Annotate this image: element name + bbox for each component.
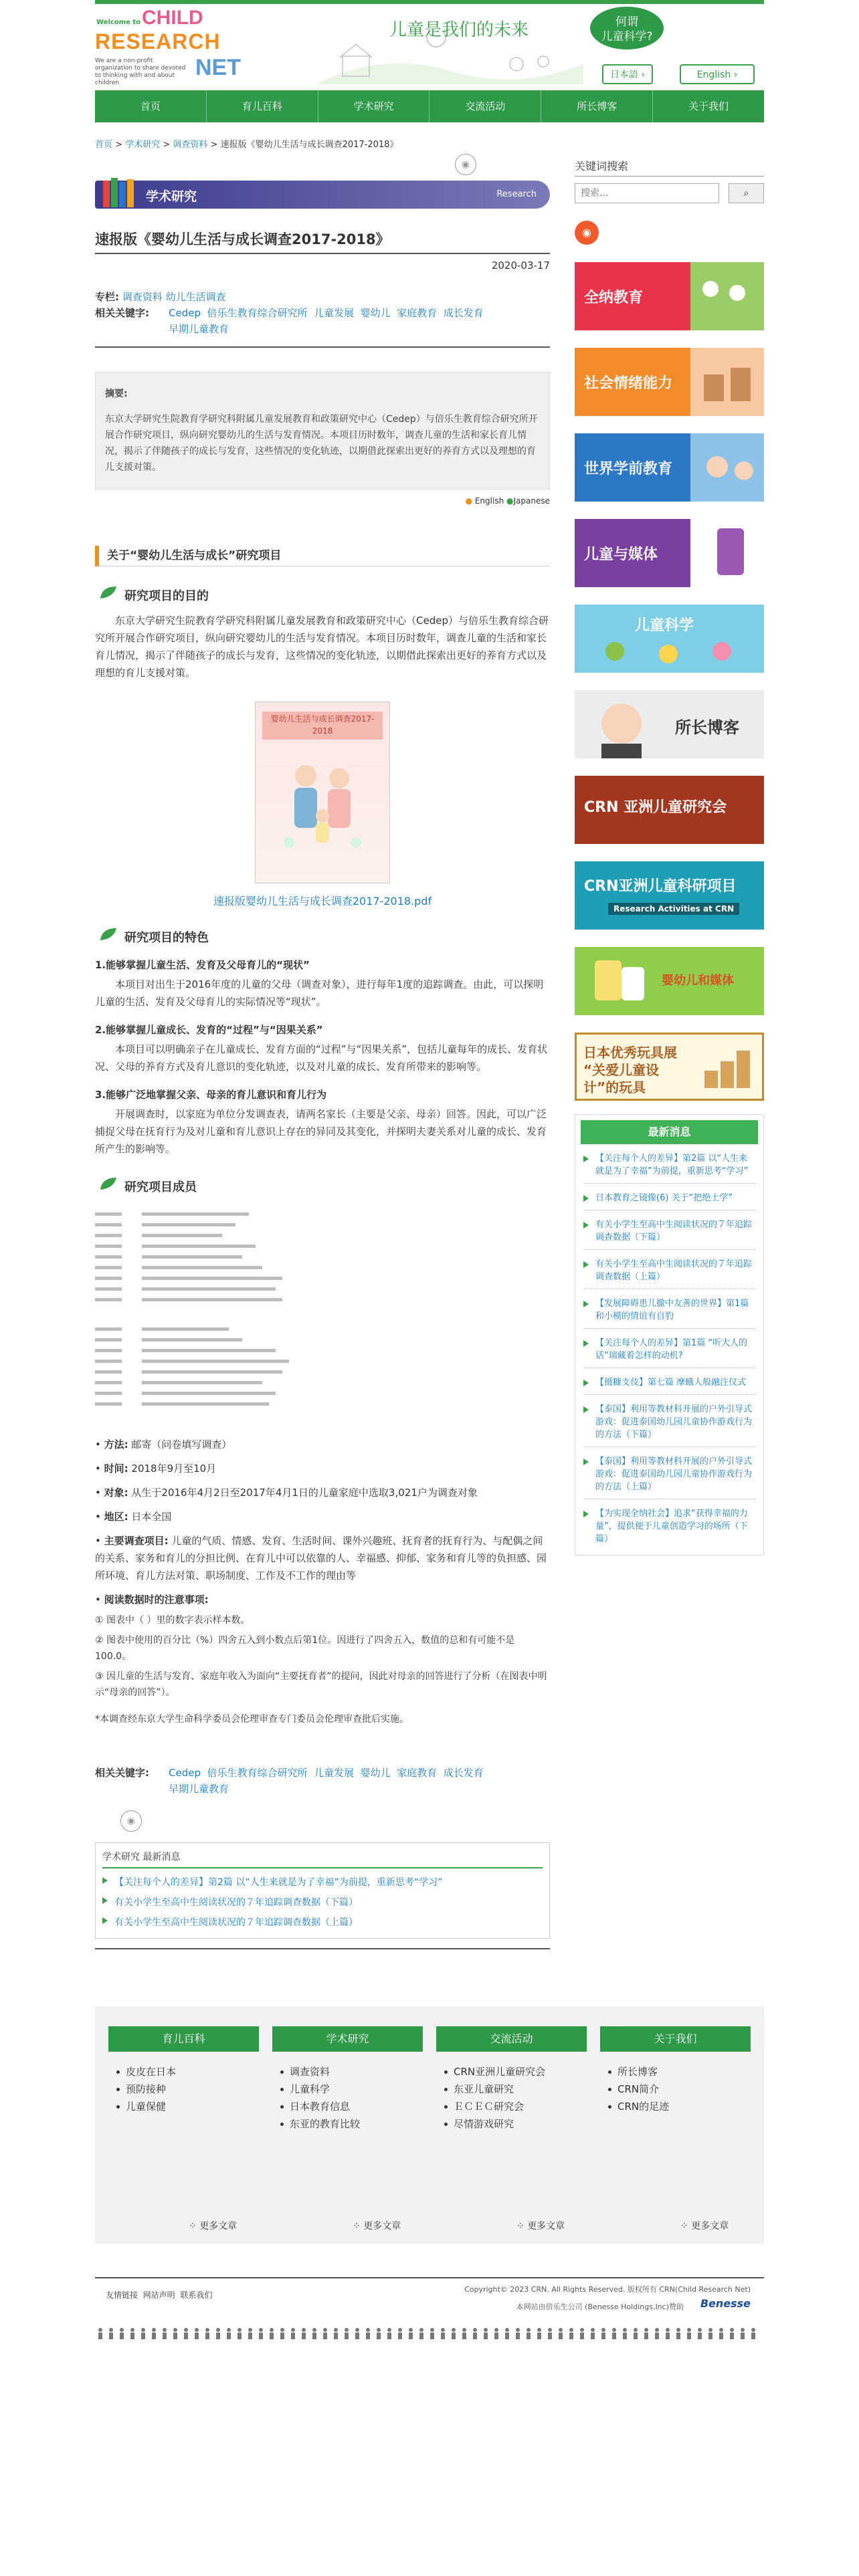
more-articles-text: 更多文章 bbox=[199, 2221, 237, 2232]
bubble-line2: 儿童科学? bbox=[601, 30, 653, 43]
more-articles-text: 更多文章 bbox=[527, 2221, 565, 2232]
weibo-icon[interactable]: ◉ bbox=[575, 221, 599, 245]
article-meta bbox=[95, 289, 550, 337]
target-label: 对象: bbox=[104, 1487, 128, 1499]
nav-about[interactable]: 关于我们 bbox=[688, 100, 729, 112]
english-label: English bbox=[696, 70, 731, 80]
keyword-link[interactable]: 婴幼儿 bbox=[360, 307, 391, 319]
footer-link-text: 儿童科学 bbox=[290, 2083, 330, 2095]
leaf-icon bbox=[99, 585, 118, 600]
site-footer bbox=[95, 2277, 764, 2332]
nav-research[interactable]: 学术研究 bbox=[318, 90, 430, 122]
report-cover-image[interactable] bbox=[255, 702, 390, 883]
banner-label: 儿童科学 bbox=[635, 617, 694, 634]
news-item-text: 【泰国】利用等教材科开展的户外引导式游戏：促进泰国幼儿园儿童协作游戏行为的方法（上篇） bbox=[595, 1457, 753, 1492]
footer-link-text: 儿童保健 bbox=[126, 2101, 167, 2113]
purpose-heading bbox=[95, 586, 550, 604]
column-label: 专栏: bbox=[95, 291, 119, 303]
japanese-site-button[interactable] bbox=[602, 64, 653, 84]
triangle-icon bbox=[583, 1459, 589, 1465]
sidebar bbox=[575, 154, 764, 1555]
footer-link[interactable] bbox=[600, 2065, 751, 2078]
site-statement[interactable]: 网站声明 bbox=[142, 2290, 175, 2300]
banner-child-science[interactable] bbox=[575, 605, 764, 673]
news-item[interactable] bbox=[575, 1297, 763, 1323]
weibo-share-icon[interactable]: ◉ bbox=[455, 154, 476, 175]
banner-infant-media[interactable] bbox=[575, 947, 764, 1015]
banner-sel[interactable] bbox=[575, 348, 764, 416]
banner-media[interactable] bbox=[575, 519, 764, 587]
bottom-keywords bbox=[95, 1765, 550, 1797]
members-heading bbox=[95, 1178, 550, 1195]
area-row: • 地区: 日本全国 bbox=[95, 1511, 172, 1523]
toy-blocks-illustration bbox=[698, 1044, 758, 1091]
more-articles-link[interactable]: ⁘ 更多文章 bbox=[516, 2221, 565, 2232]
method-value: 邮寄（问卷填写调查） bbox=[131, 1438, 232, 1451]
feature-3-text: 开展调查时，以家庭为单位分发调查表，请两名家长（主要是父亲、母亲）回答。因此，可以广泛捕捉父母在抚育行为及对儿童和育儿意识上存在的异同及其变化，并探明夫妻关系对儿童的成长、发育所产生的影响等。 bbox=[95, 1108, 547, 1155]
footer-link[interactable] bbox=[108, 2082, 259, 2096]
page bbox=[95, 0, 764, 2311]
nav-blog[interactable]: 所长博客 bbox=[541, 90, 653, 122]
banner-toy-exhibition[interactable] bbox=[575, 1033, 764, 1101]
time-value: 2018年9月至10月 bbox=[131, 1463, 217, 1475]
triangle-icon bbox=[583, 1380, 589, 1386]
topics-value: 儿童的气质、情感、发育、生活时间、课外兴趣班、抚育者的抚育行为、与配偶之间的关系、家务和育儿的分担比例、在育儿中可以依靠的人、幸福感、抑郁、家务和育儿等的负担感、园所环境、育儿方法对策、职场制度、工作及不工作的理由等 bbox=[95, 1535, 547, 1582]
keyword-link[interactable]: 早期儿童教育 bbox=[169, 1783, 229, 1795]
research-latest-item-text: 有关小学生至高中生阅读状况的７年追踪调查数据（下篇） bbox=[114, 1897, 358, 1908]
banner-label: CRN 亚洲儿童研究会 bbox=[584, 799, 727, 816]
banner-photo bbox=[690, 519, 764, 587]
news-item-text: 【发展障碍患儿撤中友善的世界】第1篇 和小模的情谊有自豹 bbox=[595, 1299, 749, 1321]
area-label: 地区: bbox=[104, 1511, 128, 1523]
share-row bbox=[95, 154, 550, 174]
banner-label: CRN亚洲儿童科研项目 bbox=[584, 878, 737, 895]
news-item-text: 有关小学生至高中生阅读状况的７年追踪调查数据（上篇） bbox=[595, 1259, 753, 1282]
footer-col-about bbox=[600, 2026, 751, 2113]
breadcrumb: 首页 > 学术研究 > 调查资料 > 速报版《婴幼儿生活与成长调查2017-2018》 bbox=[95, 140, 399, 150]
more-articles-text: 更多文章 bbox=[691, 2221, 729, 2232]
research-latest-item[interactable] bbox=[102, 1895, 543, 1909]
banner-inclusive[interactable] bbox=[575, 262, 764, 330]
banner-sublabel: Research Activities at CRN bbox=[608, 903, 739, 915]
note-3: ③ 因儿童的生活与发育、家庭年收入为面向“主要抚育者”的提问，因此对母亲的回答进行了分析（在图表中明示“母亲的回答”）。 bbox=[95, 1671, 547, 1698]
features-heading-text: 研究项目的特色 bbox=[124, 931, 209, 945]
footer-link-text: 所长博客 bbox=[617, 2066, 658, 2078]
banner-label: 全纳教育 bbox=[584, 290, 644, 306]
feature-2-text: 本项目可以明确亲子在儿童成长、发育方面的“过程”与“因果关系”，包括儿童每年的成长、发育状况、父母的养育方式及育儿意识的变化轨迹，以及对儿童的成长、发育所带来的影响等。 bbox=[95, 1043, 548, 1073]
footer-link[interactable] bbox=[436, 2082, 587, 2096]
more-articles-text: 更多文章 bbox=[363, 2221, 401, 2232]
footer-link[interactable] bbox=[436, 2100, 587, 2113]
target-value: 从生于2016年4月2日至2017年4月1日的儿童家庭中选取3,021户为调查对象 bbox=[131, 1487, 478, 1499]
logo-child: CHILD bbox=[142, 7, 203, 29]
footer-link-text: 皮皮在日本 bbox=[126, 2066, 177, 2078]
bottom-share-row bbox=[95, 1810, 550, 1832]
keyword-link[interactable]: 婴幼儿 bbox=[360, 1767, 391, 1779]
what-is-child-science-bubble[interactable] bbox=[590, 7, 664, 49]
nav-parenting[interactable]: 育儿百科 bbox=[207, 90, 318, 122]
leaf-icon bbox=[99, 1176, 118, 1191]
footer-link-text: 日本教育信息 bbox=[290, 2101, 351, 2113]
news-item-text: 有关小学生至高中生阅读状况的７年追踪调查数据（下篇） bbox=[595, 1220, 753, 1243]
language-links bbox=[95, 496, 550, 506]
slogan: 儿童是我们的未来 bbox=[389, 20, 529, 40]
footer-people-border bbox=[95, 2327, 764, 2341]
crumb-current: 速报版《婴幼儿生活与成长调查2017-2018》 bbox=[220, 140, 399, 150]
news-item[interactable] bbox=[575, 1455, 763, 1493]
family-illustration bbox=[276, 756, 369, 856]
banner-crn-asia-project[interactable] bbox=[575, 861, 764, 930]
banner-label: 儿童与媒体 bbox=[584, 546, 658, 563]
news-item-text: 【为实现全纳社会】追求“获得幸福的力量”，提供便于儿童创造学习的场所（下篇） bbox=[595, 1509, 748, 1544]
copyright: Copyright© 2023 CRN. All Rights Reserved. 版权所有 CRN(Child Research Net) bbox=[464, 2285, 751, 2294]
footer-link-text: 预防接种 bbox=[126, 2083, 167, 2095]
feature-3-title: 3.能够广泛地掌握父亲、母亲的育儿意识和育儿行为 bbox=[95, 1089, 327, 1101]
crumb-research[interactable]: 学术研究 bbox=[125, 140, 161, 150]
triangle-icon bbox=[583, 1406, 589, 1413]
news-item[interactable] bbox=[575, 1337, 763, 1362]
purpose-heading-text: 研究项目的目的 bbox=[124, 589, 209, 603]
research-latest-item-text: 有关小学生至高中生阅读状况的７年追踪调查数据（上篇） bbox=[114, 1917, 358, 1928]
members-list-image bbox=[95, 1206, 296, 1426]
footer-links bbox=[95, 2006, 764, 2244]
logo-net: NET bbox=[195, 55, 241, 80]
cover-title: 婴幼儿生活与成长调查2017-2018 bbox=[262, 712, 383, 740]
search-input[interactable] bbox=[575, 183, 719, 203]
notes-row: • 阅读数据时的注意事项: bbox=[95, 1594, 209, 1606]
books-icon bbox=[102, 177, 139, 209]
column-link-child-life[interactable]: 幼儿生活调查 bbox=[165, 291, 226, 303]
news-item[interactable] bbox=[575, 1507, 763, 1545]
footer-bottom-links bbox=[106, 2289, 212, 2300]
area-value: 日本全国 bbox=[131, 1511, 172, 1523]
triangle-icon bbox=[583, 1222, 589, 1228]
footer-link[interactable] bbox=[108, 2100, 259, 2113]
footer-link[interactable] bbox=[272, 2065, 423, 2078]
footer-link-text: 调查资料 bbox=[290, 2066, 330, 2078]
news-item[interactable] bbox=[575, 1258, 763, 1283]
leaf-icon bbox=[99, 927, 118, 942]
footer-link[interactable] bbox=[600, 2082, 751, 2096]
divider bbox=[95, 1948, 550, 1949]
section-banner bbox=[95, 181, 550, 209]
topics-label: 主要调查项目: bbox=[104, 1535, 169, 1547]
logo-tagline: We are a non-profit organization to share devoted to thinking with and about children bbox=[95, 58, 186, 86]
footer-link[interactable] bbox=[108, 2065, 259, 2078]
footer-col-title[interactable]: 育儿百科 bbox=[108, 2026, 259, 2052]
news-item-text: 【泰国】利用等教材科开展的户外引导式游戏：促进泰国幼儿园儿童协作游戏行为的方法（下篇） bbox=[595, 1404, 753, 1440]
sponsor-text: 本网站由倍乐生公司 (Benesse Holdings,Inc)赞助 bbox=[516, 2302, 684, 2311]
keyword-link[interactable]: 家庭教育 bbox=[397, 307, 438, 319]
crumb-survey[interactable]: 调查资料 bbox=[173, 140, 208, 150]
triangle-icon bbox=[102, 1917, 108, 1924]
footer-col-research bbox=[272, 2026, 423, 2131]
research-latest-item-text: 【关注每个人的差异】第2篇 以“人生来就是为了幸福”为前提，重新思考“学习” bbox=[114, 1877, 443, 1888]
time-row: • 时间: 2018年9月至10月 bbox=[95, 1463, 217, 1475]
triangle-icon bbox=[583, 1195, 589, 1202]
research-latest-title: 学术研究 最新消息 bbox=[102, 1850, 543, 1868]
ethics-note: *本调查经东京大学生命科学委员会伦理审查专门委员会伦理审查批后实施。 bbox=[95, 1714, 409, 1725]
footer-link-text: 东亚儿童研究 bbox=[454, 2083, 514, 2095]
footer-col-title[interactable]: 关于我们 bbox=[600, 2026, 751, 2052]
more-articles-link[interactable]: ⁘ 更多文章 bbox=[353, 2221, 401, 2232]
footer-link-text: CRN简介 bbox=[617, 2083, 660, 2095]
latest-news-title: 最新消息 bbox=[581, 1120, 758, 1144]
section-title: 学术研究 bbox=[146, 189, 197, 204]
news-item[interactable] bbox=[575, 1192, 763, 1204]
target-row: • 对象: 从生于2016年4月2日至2017年4月1日的儿童家庭中选取3,021户为调查对象 bbox=[95, 1487, 478, 1499]
note-1: ① 图表中（ ）里的数字表示样本数。 bbox=[95, 1615, 250, 1626]
english-version-link[interactable]: English bbox=[474, 496, 504, 506]
banner-photo bbox=[690, 262, 764, 330]
benesse-logo[interactable] bbox=[700, 2297, 751, 2310]
purpose-text: 东京大学研究生院教育学研究科附属儿童发展教育和政策研究中心（Cedep）与倍乐生教育综合研究所开展合作研究项目，纵向研究婴幼儿的生活与发育情况。本项目历时数年，调查儿童的生活和家长育儿情况，揭示了伴随孩子的成长与发育，这些情况的变化轨迹，以期借此探索出更好的养育方式以及理想的育儿支援对策。 bbox=[95, 615, 549, 679]
news-item-text: 【关注每个人的差异】第1篇 “听大人的话”瑞藏着怎样的动机? bbox=[595, 1338, 748, 1361]
note-2: ② 图表中使用的百分比（%）四舍五入到小数点后第1位。因进行了四舍五入，数值的总和有可能不是100.0。 bbox=[95, 1635, 515, 1662]
more-articles-link[interactable]: ⁘ 更多文章 bbox=[189, 2221, 237, 2232]
search-form bbox=[575, 183, 764, 205]
contact-us[interactable]: 联系我们 bbox=[180, 2290, 213, 2300]
banner-world-ece[interactable] bbox=[575, 433, 764, 502]
keywords-label: 相关关键字: bbox=[95, 1767, 149, 1779]
keyword-link[interactable]: 倍乐生教育综合研究所 bbox=[207, 1767, 308, 1779]
news-item[interactable] bbox=[575, 1152, 763, 1178]
more-articles-link[interactable]: ⁘ 更多文章 bbox=[680, 2221, 729, 2232]
footer-link-text: ＥＣＥＣ研究会 bbox=[454, 2101, 524, 2113]
news-item[interactable] bbox=[575, 1218, 763, 1244]
footer-link-text: CRN的足迹 bbox=[617, 2101, 670, 2113]
footer-link[interactable] bbox=[600, 2100, 751, 2113]
members-heading-text: 研究项目成员 bbox=[124, 1180, 197, 1194]
news-item[interactable] bbox=[575, 1376, 763, 1389]
topics-row: • 主要调查项目: 儿童的气质、情感、发育、生活时间、课外兴趣班、抚育者的抚育行为、与配偶之间的关系、家务和育儿的分担比例、在育儿中可以依靠的人、幸福感、抑郁、家务和育儿等的负担感、园所环境、育儿方法对策、职场制度、工作及不工作的理由等 bbox=[95, 1535, 547, 1582]
news-item[interactable] bbox=[575, 1403, 763, 1441]
abstract-box bbox=[95, 372, 550, 490]
friend-links[interactable]: 友情链接 bbox=[106, 2290, 138, 2300]
pdf-download-link[interactable]: 速报版婴幼儿生活与成长调查2017-2018.pdf bbox=[213, 895, 432, 907]
triangle-icon bbox=[583, 1156, 589, 1162]
latest-news-panel bbox=[575, 1114, 764, 1555]
footer-link-text: 尽情游戏研究 bbox=[454, 2118, 514, 2130]
keyword-link[interactable]: 儿童发展 bbox=[314, 1767, 355, 1779]
banner-illustration bbox=[575, 631, 764, 673]
banner-label: 世界学前教育 bbox=[584, 461, 673, 477]
research-latest-item[interactable] bbox=[102, 1875, 543, 1889]
banner-photo bbox=[690, 348, 764, 416]
globe-icon: ● bbox=[506, 496, 514, 506]
triangle-icon bbox=[102, 1897, 108, 1904]
keyword-link[interactable]: 家庭教育 bbox=[397, 1767, 438, 1779]
triangle-icon bbox=[583, 1301, 589, 1307]
banner-label: 社会情绪能力 bbox=[584, 375, 673, 392]
main-content bbox=[95, 154, 550, 1949]
news-item-text: 【关注每个人的差异】第2篇 以“人生来就是为了幸福”为前提，重新思考“学习” bbox=[595, 1154, 749, 1176]
site-logo[interactable] bbox=[95, 7, 262, 87]
footer-col-parenting bbox=[108, 2026, 259, 2113]
triangle-icon bbox=[583, 1340, 589, 1347]
japanese-label: 日本語 bbox=[609, 70, 638, 80]
crumb-home[interactable]: 首页 bbox=[95, 140, 113, 150]
triangle-icon bbox=[583, 1261, 589, 1268]
globe-icon: ● bbox=[465, 496, 473, 506]
keyword-link[interactable]: Cedep bbox=[169, 307, 201, 319]
keyword-link[interactable]: 成长发育 bbox=[443, 1767, 484, 1779]
footer-link[interactable] bbox=[272, 2100, 423, 2113]
keywords-label: 相关关键字: bbox=[95, 307, 149, 319]
english-site-button[interactable] bbox=[680, 64, 755, 84]
banner-label: 所长博客 bbox=[675, 718, 739, 737]
news-item-text: 【摄糠支伎】第七篇 摩蛾人般融注仪式 bbox=[595, 1378, 747, 1388]
banner-photo bbox=[690, 433, 764, 502]
footer-link[interactable] bbox=[272, 2117, 423, 2131]
footer-col-events bbox=[436, 2026, 587, 2131]
research-latest-item[interactable] bbox=[102, 1915, 543, 1929]
banner-label: 日本优秀玩具展 “关爱儿童设计”的玩具 bbox=[583, 1045, 677, 1095]
bubble-line1: 何谓 bbox=[615, 15, 638, 29]
keyword-link[interactable]: 倍乐生教育综合研究所 bbox=[207, 307, 308, 319]
banner-label: 婴幼儿和媒体 bbox=[662, 974, 734, 988]
footer-link[interactable] bbox=[436, 2065, 587, 2078]
keyword-search-title: 关键词搜索 bbox=[575, 158, 764, 177]
main-nav bbox=[95, 90, 764, 122]
feature-1-title: 1.能够掌握儿童生活、发育及父母育儿的“现状” bbox=[95, 959, 310, 971]
notes-label: 阅读数据时的注意事项: bbox=[104, 1594, 209, 1606]
footer-link[interactable] bbox=[436, 2117, 587, 2131]
logo-welcome: Welcome to bbox=[96, 19, 141, 26]
banner-illustration bbox=[581, 954, 655, 1008]
footer-link-text: CRN亚洲儿童研究会 bbox=[454, 2066, 546, 2078]
banner-director-blog[interactable] bbox=[575, 690, 764, 758]
time-label: 时间: bbox=[104, 1463, 128, 1475]
banner-crn-asia-meeting[interactable] bbox=[575, 776, 764, 844]
japanese-version-link[interactable]: Japanese bbox=[513, 496, 550, 506]
article-title: 速报版《婴幼儿生活与成长调查2017-2018》 bbox=[95, 229, 550, 254]
footer-col-title[interactable]: 交流活动 bbox=[436, 2026, 587, 2052]
feature-2-title: 2.能够掌握儿童成长、发育的“过程”与“因果关系” bbox=[95, 1024, 323, 1036]
keyword-link[interactable]: Cedep bbox=[169, 1767, 201, 1779]
triangle-icon bbox=[583, 1511, 589, 1517]
nav-home[interactable]: 首页 bbox=[95, 90, 207, 122]
logo-research: RESEARCH bbox=[95, 29, 221, 53]
chevron-right-icon: › bbox=[733, 70, 738, 80]
abstract-label: 摘要: bbox=[105, 389, 128, 399]
footer-link-text: 东亚的教育比较 bbox=[290, 2118, 361, 2130]
method-row: • 方法: 邮寄（问卷填写调查） bbox=[95, 1438, 232, 1451]
section-english: Research bbox=[496, 189, 537, 199]
chevron-right-icon: › bbox=[641, 70, 646, 80]
abstract-text: 东京大学研究生院教育学研究科附属儿童发展教育和政策研究中心（Cedep）与倍乐生教育综合研究所开展合作研究项目，纵向研究婴幼儿的生活与发育情况。本项目历时数年，调查儿童的生活和家长育儿情况，揭示了伴随孩子的成长与发育，这些情况的变化轨迹，以期借此探索出更好的养育方式以及理想的育儿支援对策。 bbox=[105, 414, 538, 473]
features-heading bbox=[95, 928, 550, 946]
triangle-icon bbox=[102, 1877, 108, 1884]
search-button[interactable] bbox=[729, 183, 764, 203]
method-label: 方法: bbox=[104, 1438, 128, 1451]
about-heading: 关于“婴幼儿生活与成长”研究项目 bbox=[95, 546, 550, 566]
column-link-survey[interactable]: 调查资料 bbox=[122, 291, 163, 303]
weibo-share-icon[interactable]: ◉ bbox=[120, 1810, 142, 1832]
feature-1-text: 本项目对出生于2016年度的儿童的父母（调查对象），进行每年1度的追踪调查。由此，可以探明儿童的生活、发育及父母育儿的实际情况等“现状”。 bbox=[95, 978, 544, 1008]
article-date: 2020-03-17 bbox=[491, 259, 550, 272]
divider bbox=[95, 346, 550, 348]
keyword-link[interactable]: 儿童发展 bbox=[314, 307, 355, 319]
keyword-link[interactable]: 早期儿童教育 bbox=[169, 323, 229, 335]
research-latest-box bbox=[95, 1842, 550, 1939]
nav-events[interactable]: 交流活动 bbox=[430, 90, 541, 122]
footer-col-title[interactable]: 学术研究 bbox=[272, 2026, 423, 2052]
benesse-logo-text: Benesse bbox=[700, 2297, 751, 2310]
keyword-link[interactable]: 成长发育 bbox=[443, 307, 484, 319]
site-header bbox=[95, 4, 764, 90]
footer-link[interactable] bbox=[272, 2082, 423, 2096]
search-icon: ⌕ bbox=[743, 188, 749, 199]
news-item-text: 日本教育之镜像(6) 关于“把绝土学” bbox=[595, 1193, 733, 1203]
